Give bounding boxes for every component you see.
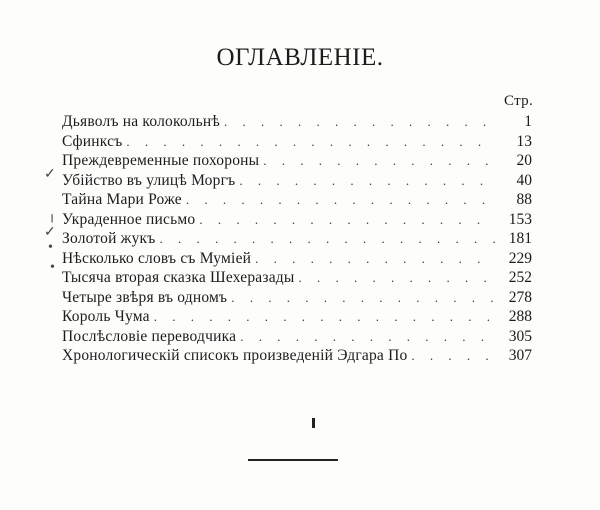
leader-dots xyxy=(160,229,497,249)
pencil-dot-mark: • xyxy=(50,260,55,275)
leader-dots xyxy=(154,307,496,327)
toc-entry-title: Тайна Мари Роже xyxy=(62,191,182,208)
toc-entry-page: 13 xyxy=(516,132,532,150)
page-title: ОГЛАВЛЕНІЕ. xyxy=(216,44,384,71)
page-column-label: Стр. xyxy=(504,93,533,109)
ink-mark xyxy=(312,418,315,428)
toc-entry xyxy=(62,112,532,132)
toc-entry-page: 181 xyxy=(508,230,532,247)
pencil-tick-mark: ╷ xyxy=(48,208,57,223)
toc-entry-title: Убійство въ улицѣ Моргъ xyxy=(62,171,236,189)
toc-entry-page: 153 xyxy=(508,210,532,228)
toc-entry xyxy=(62,190,532,210)
leader-dots xyxy=(231,288,496,308)
leader-dots xyxy=(240,327,496,347)
toc-entry-page: 288 xyxy=(508,308,532,325)
toc-entry-page: 305 xyxy=(508,327,532,345)
toc-entry xyxy=(62,249,532,269)
toc-entry-title: Четыре звѣря въ одномъ xyxy=(62,288,228,306)
toc-entry-page: 229 xyxy=(508,249,532,267)
leader-dots xyxy=(298,268,496,288)
toc-entry-title: Украденное письмо xyxy=(62,210,196,228)
toc-entry xyxy=(62,210,532,230)
toc-entry-title: Король Чума xyxy=(62,308,150,325)
toc-entry-title: Хронологическій списокъ произведеній Эдгара По xyxy=(62,347,408,364)
toc-entry-title: Нѣсколько словъ съ Муміей xyxy=(62,249,252,267)
toc-entry-title: Золотой жукъ xyxy=(62,230,156,247)
toc-entry-title: Дьяволъ на колокольнѣ xyxy=(62,113,220,130)
toc-entry-page: 1 xyxy=(524,113,532,130)
leader-dots xyxy=(263,151,496,171)
pencil-dot-mark: • xyxy=(48,240,53,255)
toc-entry-page: 20 xyxy=(516,152,532,169)
leader-dots xyxy=(199,210,496,230)
toc-entry xyxy=(62,327,532,347)
leader-dots xyxy=(239,171,496,191)
leader-dots xyxy=(411,346,496,366)
table-of-contents xyxy=(62,112,532,366)
toc-entry-page: 252 xyxy=(508,269,532,286)
toc-entry xyxy=(62,288,532,308)
toc-entry xyxy=(62,151,532,171)
toc-entry xyxy=(62,346,532,366)
toc-entry-title: Преждевременные похороны xyxy=(62,152,260,169)
pencil-tick-mark: ✓ xyxy=(44,167,56,182)
toc-entry xyxy=(62,268,532,288)
leader-dots xyxy=(255,249,496,269)
toc-entry xyxy=(62,132,532,152)
leader-dots xyxy=(224,112,496,132)
toc-entry-page: 278 xyxy=(508,288,532,306)
toc-entry-title: Послѣсловіе переводчика xyxy=(62,327,237,345)
toc-entry xyxy=(62,229,532,249)
toc-entry xyxy=(62,171,532,191)
leader-dots xyxy=(186,190,496,210)
leader-dots xyxy=(126,132,496,152)
toc-entry-title: Тысяча вторая сказка Шехеразады xyxy=(62,269,295,286)
toc-entry-page: 307 xyxy=(508,347,532,364)
divider-rule xyxy=(248,459,338,461)
toc-entry-title: Сфинксъ xyxy=(62,132,123,150)
toc-entry-page: 88 xyxy=(516,191,532,208)
pencil-tick-mark: ✓ xyxy=(44,225,56,240)
toc-entry-page: 40 xyxy=(516,171,532,189)
toc-entry xyxy=(62,307,532,327)
